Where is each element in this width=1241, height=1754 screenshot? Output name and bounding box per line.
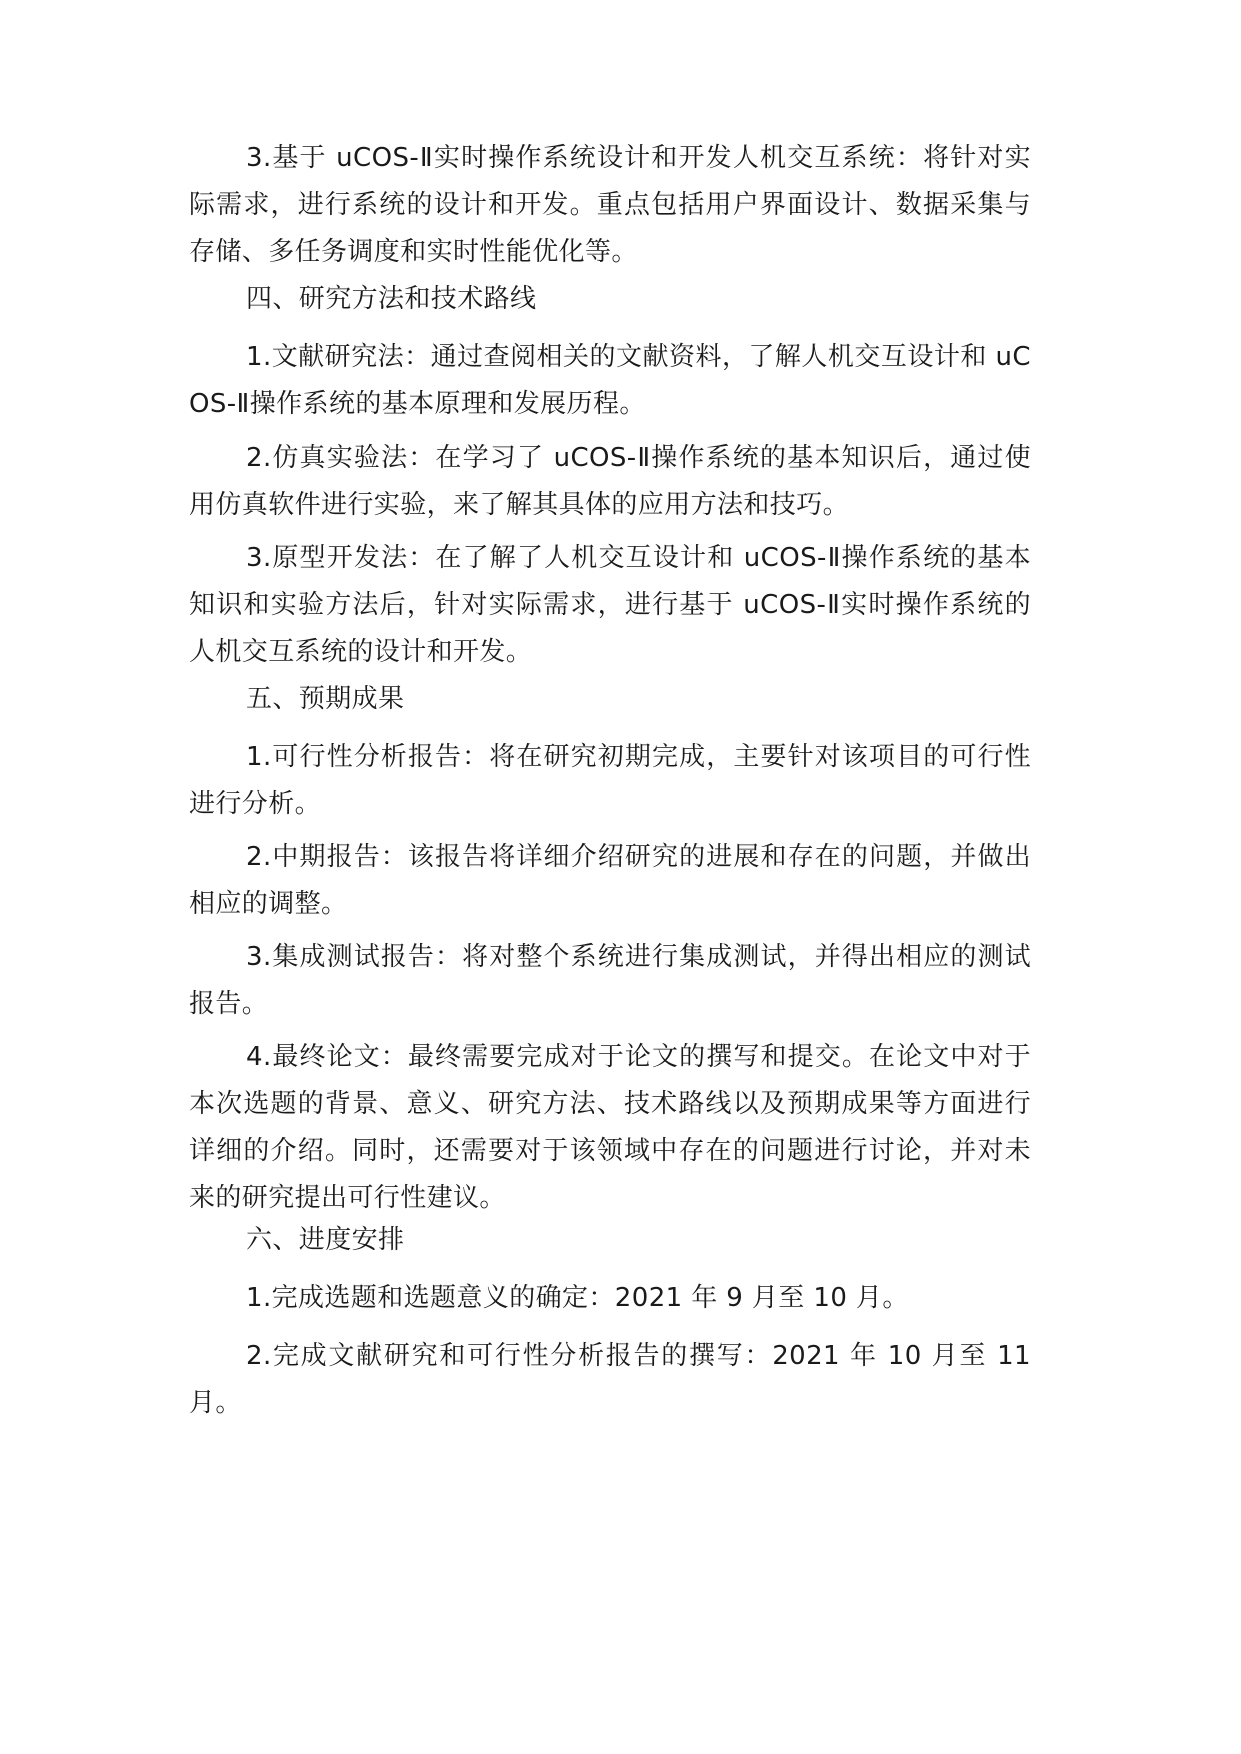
section-heading-expected-results: 五、预期成果 bbox=[246, 684, 405, 714]
paragraph-system-design: 3.基于 uCOS-Ⅱ实时操作系统设计和开发人机交互系统：将针对实际需求，进行系统的设计和开发。重点包括用户界面设计、数据采集与存储、多任务调度和实时性能优化等。 bbox=[189, 143, 1031, 267]
paragraph-prototype-method: 3.原型开发法：在了解了人机交互设计和 uCOS-Ⅱ操作系统的基本知识和实验方法后，针对实际需求，进行基于 uCOS-Ⅱ实时操作系统的人机交互系统的设计和开发。 bbox=[189, 543, 1031, 667]
paragraph-integration-test-report: 3.集成测试报告：将对整个系统进行集成测试，并得出相应的测试报告。 bbox=[189, 942, 1031, 1019]
paragraph-feasibility-report: 1.可行性分析报告：将在研究初期完成，主要针对该项目的可行性进行分析。 bbox=[189, 742, 1031, 819]
paragraph-simulation-method: 2.仿真实验法：在学习了 uCOS-Ⅱ操作系统的基本知识后，通过使用仿真软件进行实验，来了解其具体的应用方法和技巧。 bbox=[189, 443, 1031, 520]
paragraph-midterm-report: 2.中期报告：该报告将详细介绍研究的进展和存在的问题，并做出相应的调整。 bbox=[189, 842, 1031, 919]
section-heading-methods: 四、研究方法和技术路线 bbox=[246, 284, 537, 314]
paragraph-final-thesis: 4.最终论文：最终需要完成对于论文的撰写和提交。在论文中对于本次选题的背景、意义、研究方法、技术路线以及预期成果等方面进行详细的介绍。同时，还需要对于该领域中存在的问题进行讨论，并对未来的研究提出可行性建议。 bbox=[189, 1042, 1031, 1213]
paragraph-schedule-literature: 2.完成文献研究和可行性分析报告的撰写：2021 年 10 月至 11 月。 bbox=[189, 1341, 1031, 1418]
section-heading-schedule: 六、进度安排 bbox=[246, 1225, 405, 1255]
paragraph-schedule-topic: 1.完成选题和选题意义的确定：2021 年 9 月至 10 月。 bbox=[246, 1283, 909, 1313]
paragraph-literature-method: 1.文献研究法：通过查阅相关的文献资料，了解人机交互设计和 uCOS-Ⅱ操作系统的基本原理和发展历程。 bbox=[189, 342, 1031, 419]
